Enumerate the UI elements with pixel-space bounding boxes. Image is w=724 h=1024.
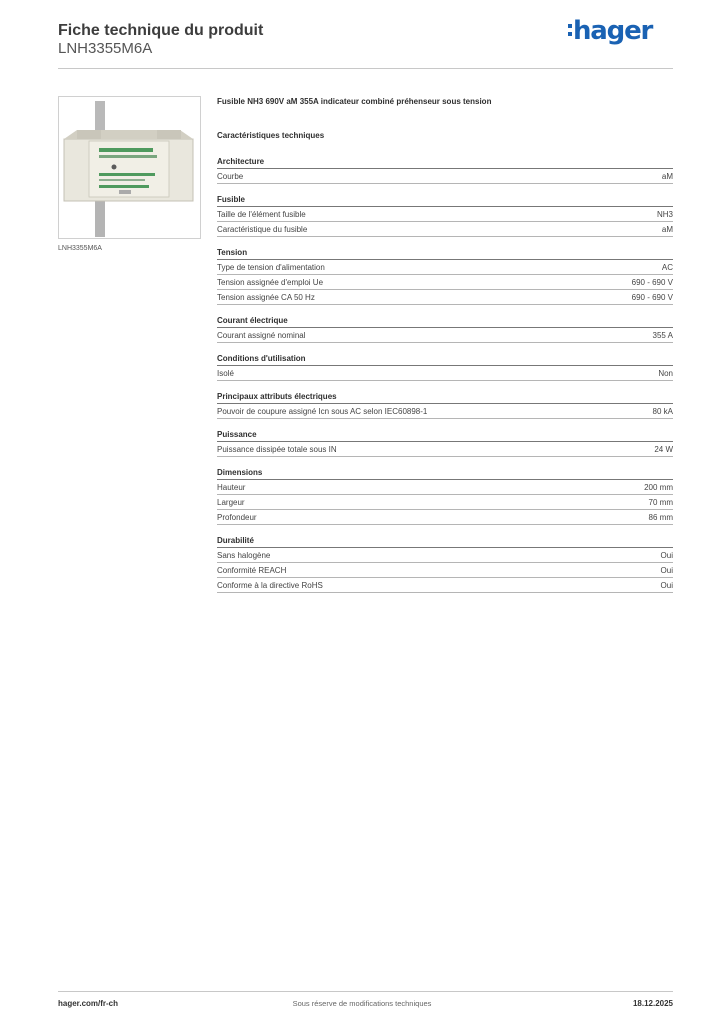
section-title: Tension [217,246,673,260]
fuse-illustration-icon [59,97,200,238]
spec-label: Profondeur [217,512,257,522]
section-title: Architecture [217,155,673,169]
spec-row [217,328,673,343]
spec-value: 86 mm [648,512,673,522]
footer-notice: Sous réserve de modifications techniques [292,999,432,1008]
product-image [58,96,201,239]
spec-value: NH3 [656,209,673,219]
spec-label: Conforme à la directive RoHS [217,580,323,590]
spec-value: 355 A [652,330,673,340]
spec-value: 690 - 690 V [631,292,673,302]
logo-text: hager [573,16,653,46]
spec-label: Tension assignée CA 50 Hz [217,292,315,302]
spec-row [217,260,673,275]
footer-date: 18.12.2025 [632,999,673,1008]
spec-value: 200 mm [644,482,673,492]
spec-label: Tension assignée d'emploi Ue [217,277,324,287]
section-title: Durabilité [217,534,673,548]
page-title: Fiche technique du produit [58,22,264,39]
spec-label: Conformité REACH [217,565,287,575]
spec-row [217,404,673,419]
footer-divider [58,991,673,992]
spec-row [217,207,673,222]
hager-logo [568,15,652,47]
spec-row [217,442,673,457]
spec-label: Sans halogène [217,550,271,560]
spec-value: Non [658,368,673,378]
section-title: Puissance [217,428,673,442]
spec-label: Courbe [217,171,244,181]
spec-row [217,222,673,237]
spec-label: Type de tension d'alimentation [217,262,325,272]
spec-label: Caractéristique du fusible [217,224,308,234]
section-title: Dimensions [217,466,673,480]
section-title: Fusible [217,193,673,207]
spec-section [217,466,673,525]
spec-section [217,534,673,593]
spec-value: aM [661,171,673,181]
spec-row [217,480,673,495]
spec-section [217,314,673,343]
spec-row [217,563,673,578]
spec-value: Oui [660,565,673,575]
spec-label: Puissance dissipée totale sous IN [217,444,337,454]
footer-website: hager.com/fr-ch [58,999,119,1008]
spec-label: Hauteur [217,482,246,492]
spec-value: 24 W [654,444,673,454]
section-title: Courant électrique [217,314,673,328]
spec-value: 70 mm [648,497,673,507]
spec-label: Courant assigné nominal [217,330,306,340]
logo-dots-icon [568,24,572,36]
spec-label: Largeur [217,497,245,507]
spec-row [217,366,673,381]
spec-section [217,155,673,184]
spec-row [217,495,673,510]
spec-row [217,275,673,290]
section-title: Conditions d'utilisation [217,352,673,366]
image-caption: LNH3355M6A [58,245,102,252]
spec-sections [217,155,673,593]
spec-row [217,548,673,563]
spec-label: Pouvoir de coupure assigné Icn sous AC selon IEC60898-1 [217,406,428,416]
spec-section [217,428,673,457]
spec-value: aM [661,224,673,234]
spec-row [217,578,673,593]
header-divider [58,68,673,69]
spec-value: Oui [660,550,673,560]
spec-value: 80 kA [652,406,673,416]
product-description: Fusible NH3 690V aM 355A indicateur combiné préhenseur sous tension [217,97,492,106]
product-reference: LNH3355M6A [58,40,153,57]
spec-section [217,390,673,419]
spec-section [217,352,673,381]
spec-section [217,193,673,237]
spec-row [217,290,673,305]
spec-row [217,510,673,525]
spec-value: AC [661,262,673,272]
spec-row [217,169,673,184]
spec-label: Isolé [217,368,234,378]
tech-heading: Caractéristiques techniques [217,131,325,140]
section-title: Principaux attributs électriques [217,390,673,404]
spec-value: Oui [660,580,673,590]
spec-label: Taille de l'élément fusible [217,209,306,219]
spec-content [217,96,673,602]
spec-section [217,246,673,305]
spec-value: 690 - 690 V [631,277,673,287]
